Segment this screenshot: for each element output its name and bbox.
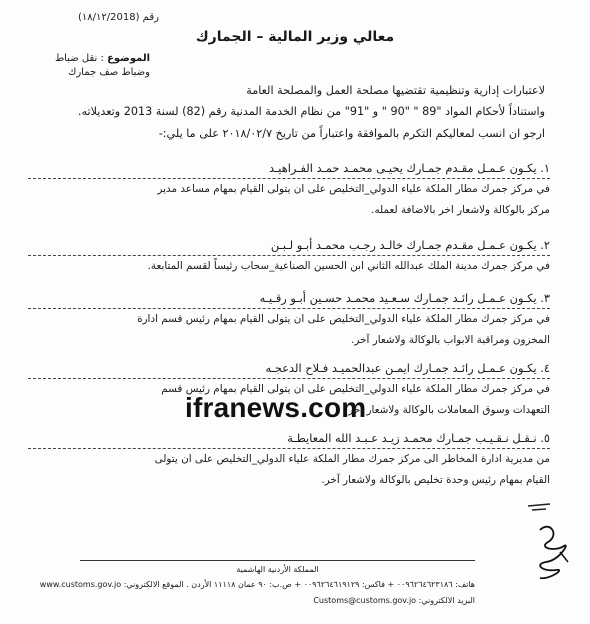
item-head: ٢. يكـون عـمـل مقـدم جمـارك خالـد رجـب محمـد أبـو لـبـن <box>28 235 550 256</box>
footer-contact: هاتف: ٠٠٩٦٢٦٤٦٢٣١٨٦ + فاكس: ٠٠٩٦٢٦٤٦١٩١٢٩ + ص.ب: ٩٠ عمان ١١١١٨ الأردن . الموقع الالكتروني: www.customs.gov.jo <box>39 580 475 589</box>
item-body: في مركز جمرك مدينة الملك عبدالله الثاني ابن الحسين الصناعية_سحاب رئيساً لقسم المتابعة. <box>147 260 550 272</box>
list-item <box>28 158 550 221</box>
subject-block <box>55 52 150 80</box>
list-item <box>28 235 550 277</box>
subject-label: الموضوع <box>107 53 150 64</box>
item-head: ٥. نـقـل نـقـيـب جمـارك محمـد زيـد عـبـد الله المعايطـة <box>28 428 550 449</box>
footer-divider <box>80 560 475 561</box>
item-head: ١. يكـون عـمـل مقـدم جمـارك يحيـى محمـد حمـد الفـراهيـد <box>28 158 550 179</box>
subject-text: : نقل ضباط <box>54 53 104 64</box>
watermark: ifranews.com <box>185 392 367 423</box>
item-head: ٤. يكـون عـمـل رائـد جمـارك ايمـن عبدالحميـد فـلاح الدعجـه <box>28 358 550 379</box>
footer-org: المملكة الأردنية الهاشمية <box>236 565 319 574</box>
intro-line-1: لاعتبارات إدارية وتنظيمية تقتضيها مصلحة العمل والمصلحة العامة <box>246 84 545 97</box>
list-item <box>28 428 550 491</box>
reference-number: رقم (١٨/١٢/2018) <box>78 12 159 23</box>
intro-line-2: واستناداً لأحكام المواد "89 " "90 " و "91" من نظام الخدمة المدنية رقم (82) لسنة 2013 وتعديلاته. <box>77 105 545 118</box>
list-item <box>28 288 550 351</box>
signature <box>520 500 575 594</box>
item-body: المخزون ومراقبة الابواب بالوكالة ولاشعار آخر. <box>351 334 550 346</box>
item-body: من مديرية ادارة المخاطر الى مركز جمرك مطار الملكة علياء الدولي_التخليص على ان يتولى <box>154 453 550 465</box>
item-head: ٣. يكـون عـمـل رائـد جمـارك سـعـيد محمـد حسـين أبـو رقـيـه <box>28 288 550 309</box>
item-body: في مركز جمرك مطار الملكة علياء الدولي_التخليص على ان يتولى القيام بمهام رئيس قسم ادارة <box>137 313 550 325</box>
item-body: مركز بالوكالة ولاشعار اخر بالاضافة لعمله. <box>371 204 550 216</box>
document-heading: معالي وزير المالية – الجمارك <box>195 29 395 45</box>
intro-line-3: ارجو ان انسب لمعاليكم التكرم بالموافقة واعتباراً من تاريخ ٢٠١٨/٠٢/٧ على ما يلي:- <box>158 127 545 140</box>
item-body: التعهدات وسوق المعاملات بالوكالة ولاشعار آخر. <box>344 404 550 416</box>
item-body: القيام بمهام رئيس وحدة تخليص بالوكالة ولاشعار آخر. <box>321 474 550 486</box>
item-body: في مركز جمرك مطار الملكة علياء الدولي_التخليص على ان يتولى القيام بمهام رئيس قسم <box>161 383 550 395</box>
footer-email: البريد الالكتروني: Customs@customs.gov.jo <box>313 596 475 605</box>
item-body: في مركز جمرك مطار الملكة علياء الدولي_التخليص على ان يتولى القيام بمهام مساعد مدير <box>157 183 550 195</box>
subject-line2: وضباط صف جمارك <box>68 67 150 78</box>
